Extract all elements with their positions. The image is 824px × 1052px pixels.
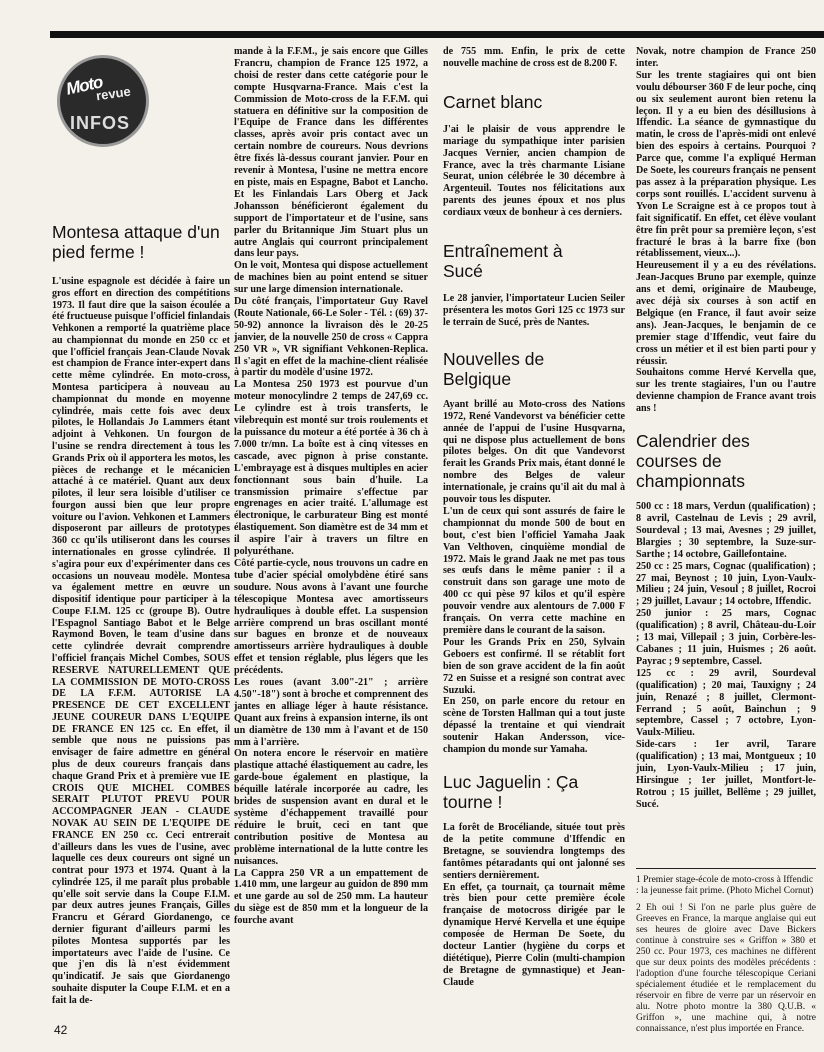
- belgique-para: Pour les Grands Prix en 250, Sylvain Geboers est confirmé. Il se rétablit fort bien de son grave accident de la fin août 72 en Suisse et a resigné son contrat avec Suzuki.: [443, 636, 625, 696]
- jaguelin-body-col3: [443, 822, 625, 989]
- jaguelin-para: Souhaitons comme Hervé Kervella que, sur les trente stagiaires, l'un ou l'autre devienne champion de France avant trois ans !: [636, 367, 816, 415]
- montesa-title: Montesa attaque d'un pied ferme !: [52, 222, 220, 262]
- jaguelin-title: Luc Jaguelin : Ça tourne !: [443, 771, 579, 812]
- belgique-body: [443, 399, 625, 756]
- logo-text-moto: Moto: [64, 72, 105, 99]
- calendrier-para: 250 junior : 25 mars, Cognac (qualification) ; 8 avril, Château-du-Loir ; 13 mai, Villepail ; 3 juin, Corbère-les-Cabanes ; 11 juin, Huismes ; 26 août. Payrac ; 9 septembre, Cassel.: [636, 608, 816, 667]
- page-number: 42: [54, 1023, 68, 1037]
- montesa-body-col2: [234, 46, 428, 927]
- montesa-para: La Cappra 250 VR a un empattement de 1.410 mm, une largeur au guidon de 890 mm et une garde au sol de 250 mm. La hauteur du siège est de 850 mm et la longueur de la fourche avant: [234, 867, 428, 927]
- jaguelin-para: Sur les trente stagiaires qui ont bien voulu débourser 360 F de leur poche, cinq ou six seulement auront bien retenu la leçon. Il y a eu bien des désillusions à Iffendic. La séance de gymnastique du matin, le cross de l'après-midi ont enlevé bien des espoirs à certains. Pourquoi ? Parce que, comme l'a expliqué Herman De Soete, les coureurs français ne pensent pas assez à la préparation physique. Les corps sont rouillés. L'accident survenu à Yvon Le Scraigne est à ce propos tout à fait significatif. En effet, cet élève voulant être fin prêt pour sa première leçon, s'est fracturé le bras à la barre fixe (bon rétablissement, vieux...).: [636, 69, 816, 260]
- calendrier-para: Side-cars : 1er avril, Tarare (qualification) ; 13 mai, Montgueux ; 10 juin, Lyon-Vaulx-Milieu ; 17 juin, Hirsingue ; 1er juillet, Montfort-le-Rotrou ; 15 juillet, Bellême ; 29 juillet, Sucé.: [636, 739, 816, 810]
- logo-text-infos: INFOS: [70, 113, 131, 133]
- montesa-para: On notera encore le réservoir en matière plastique attaché élastiquement au cadre, les garde-boue également en plastique, la béquille latérale incorporée au cadre, les brides de suspension avant en dural et le système d'échappement travaillé pour réduire le bruit, ceci en tant que contribution positive de Montesa au problème international de la lutte contre les nuisances.: [234, 748, 428, 867]
- montesa-text: L'usine espagnole est décidée à faire un gros effort en direction des compétitions 1973. Il faut dire que la saison écoulée a été fructueuse puisque l'officiel finlandais Vehkonen a remporté la quatrième place au championnat du monde en 250 cc et que l'officiel français Jean-Claude Novak est champion de France inter-expert dans cette même cylindrée. En moto-cross, Montesa participera à nouveau au championnat du monde en moyenne cylindrée, mais cette fois avec deux pilotes, le Hollandais Jo Lammers étant adjoint à Vehkonen. Un fourgon de l'usine se rendra directement à tous les Grands Prix où il apportera les motos, les pièces de rechange et le mécanicien attaché à ce matériel. Quant aux deux pilotes, il leur sera loisible d'utiliser ce fourgon aussi bien que leur propre voiture ou l'avion. Vehkonen et Lammers disposeront par ailleurs de prototypes 360 cc qu'ils utiliseront dans les courses internationales en grosse cylindrée. Il s'agira pour eux d'expérimenter dans ces occasions un nouveau modèle. Montesa va également mettre en œuvre un dispositif identique pour participer à la Coupe F.I.M. 125 cc (groupe B). Outre l'Espagnol Santiago Babot et le Belge Raymond Boven, le team d'usine dans cette cylindrée devrait comprendre l'officiel français Michel Combes, SOUS RESERVE NATURELLEMENT QUE LA COMMISSION DE MOTO-CROSS DE LA F.F.M. AUTORISE LA PRESENCE DE CET EXCELLENT JEUNE COUREUR DANS L'EQUIPE DE FRANCE EN 125 cc. En effet, il semble que nous ne puissions pas envisager de faire admettre en général plus de deux coureurs français dans chaque Grand Prix et à première vue IE CROIS QUE MICHEL COMBES SERAIT PLUTOT PREVU POUR ACCOMPAGNER JEAN - CLAUDE NOVAK AU SEIN DE L'EQUIPE DE FRANCE EN 250 cc. Ceci entrerait d'ailleurs dans les vues de l'usine, avec laquelle ces deux coureurs ont signé un contrat pour 1973 et 1974. Quant à la cylindrée 125, il me paraît plus probable qu'elle soit servie dans la Coupe F.I.M. par deux autres jeunes Français, Gilles Francru et Gérard Giordanengo, ce dernier figurant d'ailleurs parmi les pilotes Montesa supportés par les importateurs avec l'aide de l'usine. Ce que j'en dis là n'est évidemment qu'indicatif. Je sais que Giordanengo souhaite disputer la Coupe F.I.M. et en a fait la de-: [52, 276, 230, 1006]
- jaguelin-body-col4: [636, 46, 816, 415]
- montesa-para: Côté partie-cycle, nous trouvons un cadre en tube d'acier spécial omolybdène étiré sans soudure. Nous avons à l'avant une fourche télescopique Montesa avec amortisseurs hydrauliques à double effet. La suspension arrière comprend un bras oscillant monté sur bagues en bronze et de nouveaux amortisseurs arrière hydrauliques à double effet et tension réglable, plus légers que les précédents.: [234, 557, 428, 677]
- suce-title: Entraînement à Sucé: [443, 241, 563, 282]
- montesa-para: On le voit, Montesa qui dispose actuellement de machines bien au point entend se situer sur une large dimension internationale.: [234, 260, 428, 296]
- montesa-body-col3: [443, 46, 625, 70]
- caption-1: 1 Premier stage-école de moto-cross à Iffendic : la jeunesse fait prime. (Photo Michel Cornut): [636, 875, 814, 896]
- caption-2: 2 Eh oui ! Si l'on ne parle plus guère de Greeves en France, la marque anglaise qui eut ses heures de gloire avec Dave Bickers continue à construire ses « Griffon » 380 et 250 cc. Pour 1973, ces machines ne diffèrent que sur deux points des modèles précédents : l'adoption d'une fourche télescopique Ceriani spécialement étudiée et le remplacement du réservoir en fibre de verre par un réservoir en alu. Notre photo montre la 380 Q.U.B. « Griffon », une machine qui, à notre connaissance, n'est plus importée en France.: [636, 903, 816, 1034]
- logo-text-revue: revue: [95, 83, 132, 104]
- column-3: [443, 46, 625, 989]
- jaguelin-para: Novak, notre champion de France 250 inter.: [636, 46, 816, 69]
- montesa-para: mande à la F.F.M., je sais encore que Gilles Francru, champion de France 125 1972, a choisi de rester dans cette catégorie pour le compte Husqvarna-France. Mais c'est la Commission de Moto-cross de la F.F.M. qui statuera en définitive sur la composition de l'Equipe de France dans les différentes classes, après avoir pris contact avec un certain nombre de coureurs. Nous devrions être fixés là-dessus courant janvier. Pour en revenir à Montesa, l'usine ne mettra encore en piste, mais en Espagne, Babot et Lancho. Et les Finlandais Lars Oberg et Jack Johansson bénéficieront également du support de l'importateur et de l'usine, sans parler du Britannique Jim Stuart plus un autre Anglais qui courront principalement dans leur pays.: [234, 46, 428, 260]
- montesa-para: Les roues (avant 3.00"-21" ; arrière 4.50"-18") sont à broche et comprennent des jantes en alliage léger à haute résistance. Quant aux freins à expansion interne, ils ont un diamètre de 130 mm à l'avant et de 150 mm à l'arrière.: [234, 677, 428, 748]
- moto-revue-infos-logo: [57, 55, 149, 147]
- belgique-para: L'un de ceux qui sont assurés de faire le championnat du monde 500 de bout en bout, c'est bien l'officiel Yamaha Jaak Van Velthoven, cinquième mondial de 1972. Mais le grand Jaak ne met pas tous ses œufs dans le même panier : il a construit dans son garage une moto de 400 cc qui pèse 97 kilos et qu'il espère pouvoir vendre aux alentours de 7.000 F français. On verra cette machine en première dans le courant de la saison.: [443, 505, 625, 636]
- top-rule: [50, 31, 824, 38]
- suce-body: [443, 293, 625, 329]
- calendrier-para: 500 cc : 18 mars, Verdun (qualification) ; 8 avril, Castelnau de Levis ; 29 avril, Sourdeval ; 13 mai, Avesnes ; 29 juillet, Blargies ; 30 septembre, la Suze-sur-Sarthe ; 14 octobre, Gaillefontaine.: [636, 501, 816, 560]
- suce-text: Le 28 janvier, l'importateur Lucien Seiler présentera les motos Gori 125 cc 1973 sur le terrain de Sucé, près de Nantes.: [443, 293, 625, 328]
- column-2: [234, 46, 428, 927]
- montesa-para: de 755 mm. Enfin, le prix de cette nouvelle machine de cross est de 8.200 F.: [443, 46, 625, 69]
- montesa-para: La Montesa 250 1973 est pourvue d'un moteur monocylindre 2 temps de 247,69 cc. Le cylindre est à trois transferts, le vilebrequin est monté sur trois roulements et la puissance du moteur a été portée à 36 ch à 7.000 tr/mn. La boîte est à cinq vitesses en cascade, avec pignon à prise constante. L'embrayage est à disques multiples en acier fonctionnant sous bain d'huile. La transmission primaire s'effectue par engrenages en acier traité. L'allumage est électronique, le carburateur Bing est monté élastiquement. Son diamètre est de 34 mm et il aspire l'air à travers un filtre en polyuréthane.: [234, 379, 428, 558]
- calendrier-para: 250 cc : 25 mars, Cognac (qualification) ; 27 mai, Beynost ; 10 juin, Lyon-Vaulx-Milieu ; 24 juin, Vesoul ; 8 juillet, Rocroi ; 29 juillet, Lavaur ; 14 octobre, Iffendic.: [636, 560, 816, 608]
- captions-box: [636, 868, 816, 1035]
- montesa-body-col1: [52, 276, 230, 1006]
- carnet-body: [443, 124, 625, 219]
- calendrier-para: 125 cc : 29 avril, Sourdeval (qualification) ; 20 mai, Tauxigny ; 24 juin, Renazé ; 8 juillet, Clermont-Ferrand ; 5 août, Bainchun ; 9 septembre, Cassel ; 7 octobre, Lyon-Vaulx-Milieu.: [636, 667, 816, 739]
- belgique-title: Nouvelles de Belgique: [443, 348, 545, 389]
- carnet-text: J'ai le plaisir de vous apprendre le mariage du sympathique inter parisien Jacques Vernier, ancien champion de France, avec la très charmante Lisiane Seurat, union célébrée le 30 décembre à Argenteuil. Toutes nos félicitations aux parents des jeunes époux et nos plus cordiaux vœux de bonheur à ces derniers.: [443, 123, 625, 219]
- jaguelin-para: En effet, ça tournait, ça tournait même très bien pour cette première école française de motocross dirigée par le dynamique Hervé Kervella et une équipe composée de Herman De Soete, du docteur Lantier (hygiène du corps et diététique), Pierre Colin (multi-champion de Bretagne de gymnastique) et Jean-Claude: [443, 881, 625, 988]
- calendrier-title: Calendrier des courses de championnats: [636, 431, 750, 492]
- montesa-para: Du côté français, l'importateur Guy Ravel (Route Nationale, 66-Le Soler - Tél. : (69) 37-50-92) annonce la livraison dès le 20-25 janvier, de la nouvelle 250 de cross « Cappra 250 VR », VR signifiant Vehkonen-Replica. Il s'agit en effet de la machine-client réalisée à partir du modèle d'usine 1972.: [234, 296, 428, 379]
- belgique-para: En 250, on parle encore du retour en scène de Torsten Hallman qui a tout juste dépassé la trentaine et qui viendrait soutenir Hakan Andersson, vice-champion du monde sur Yamaha.: [443, 696, 625, 756]
- column-1: [52, 222, 230, 1006]
- column-4: [636, 46, 816, 811]
- calendrier-body: [636, 501, 816, 811]
- belgique-para: Ayant brillé au Moto-cross des Nations 1972, René Vandevorst va bénéficier cette année de l'appui de l'usine Husqvarna, qui ne dispose plus actuellement de bons pilotes belges. On dit que Vandevorst ferait les Grands Prix mais, étant donné le nombre des Belges de valeur internationale, je crains qu'il ait du mal à pouvoir tous les disputer.: [443, 398, 625, 506]
- jaguelin-para: Heureusement il y a eu des révélations. Jean-Jacques Bruno par exemple, quinze ans et demi, originaire de Maubeuge, avec déjà six courses à son actif en Belgique (en France, il faut avoir seize ans). Jean-Jacques, le benjamin de ce premier stage d'Iffendic, veut faire du cross un métier et il est bien parti pour y réussir.: [636, 260, 816, 367]
- jaguelin-para: La forêt de Brocéliande, située tout près de la petite commune d'Iffendic en Bretagne, se souviendra longtemps des fantômes pétaradants qui ont jalonné ses sentiers dernièrement.: [443, 821, 625, 881]
- carnet-title: Carnet blanc: [443, 91, 543, 112]
